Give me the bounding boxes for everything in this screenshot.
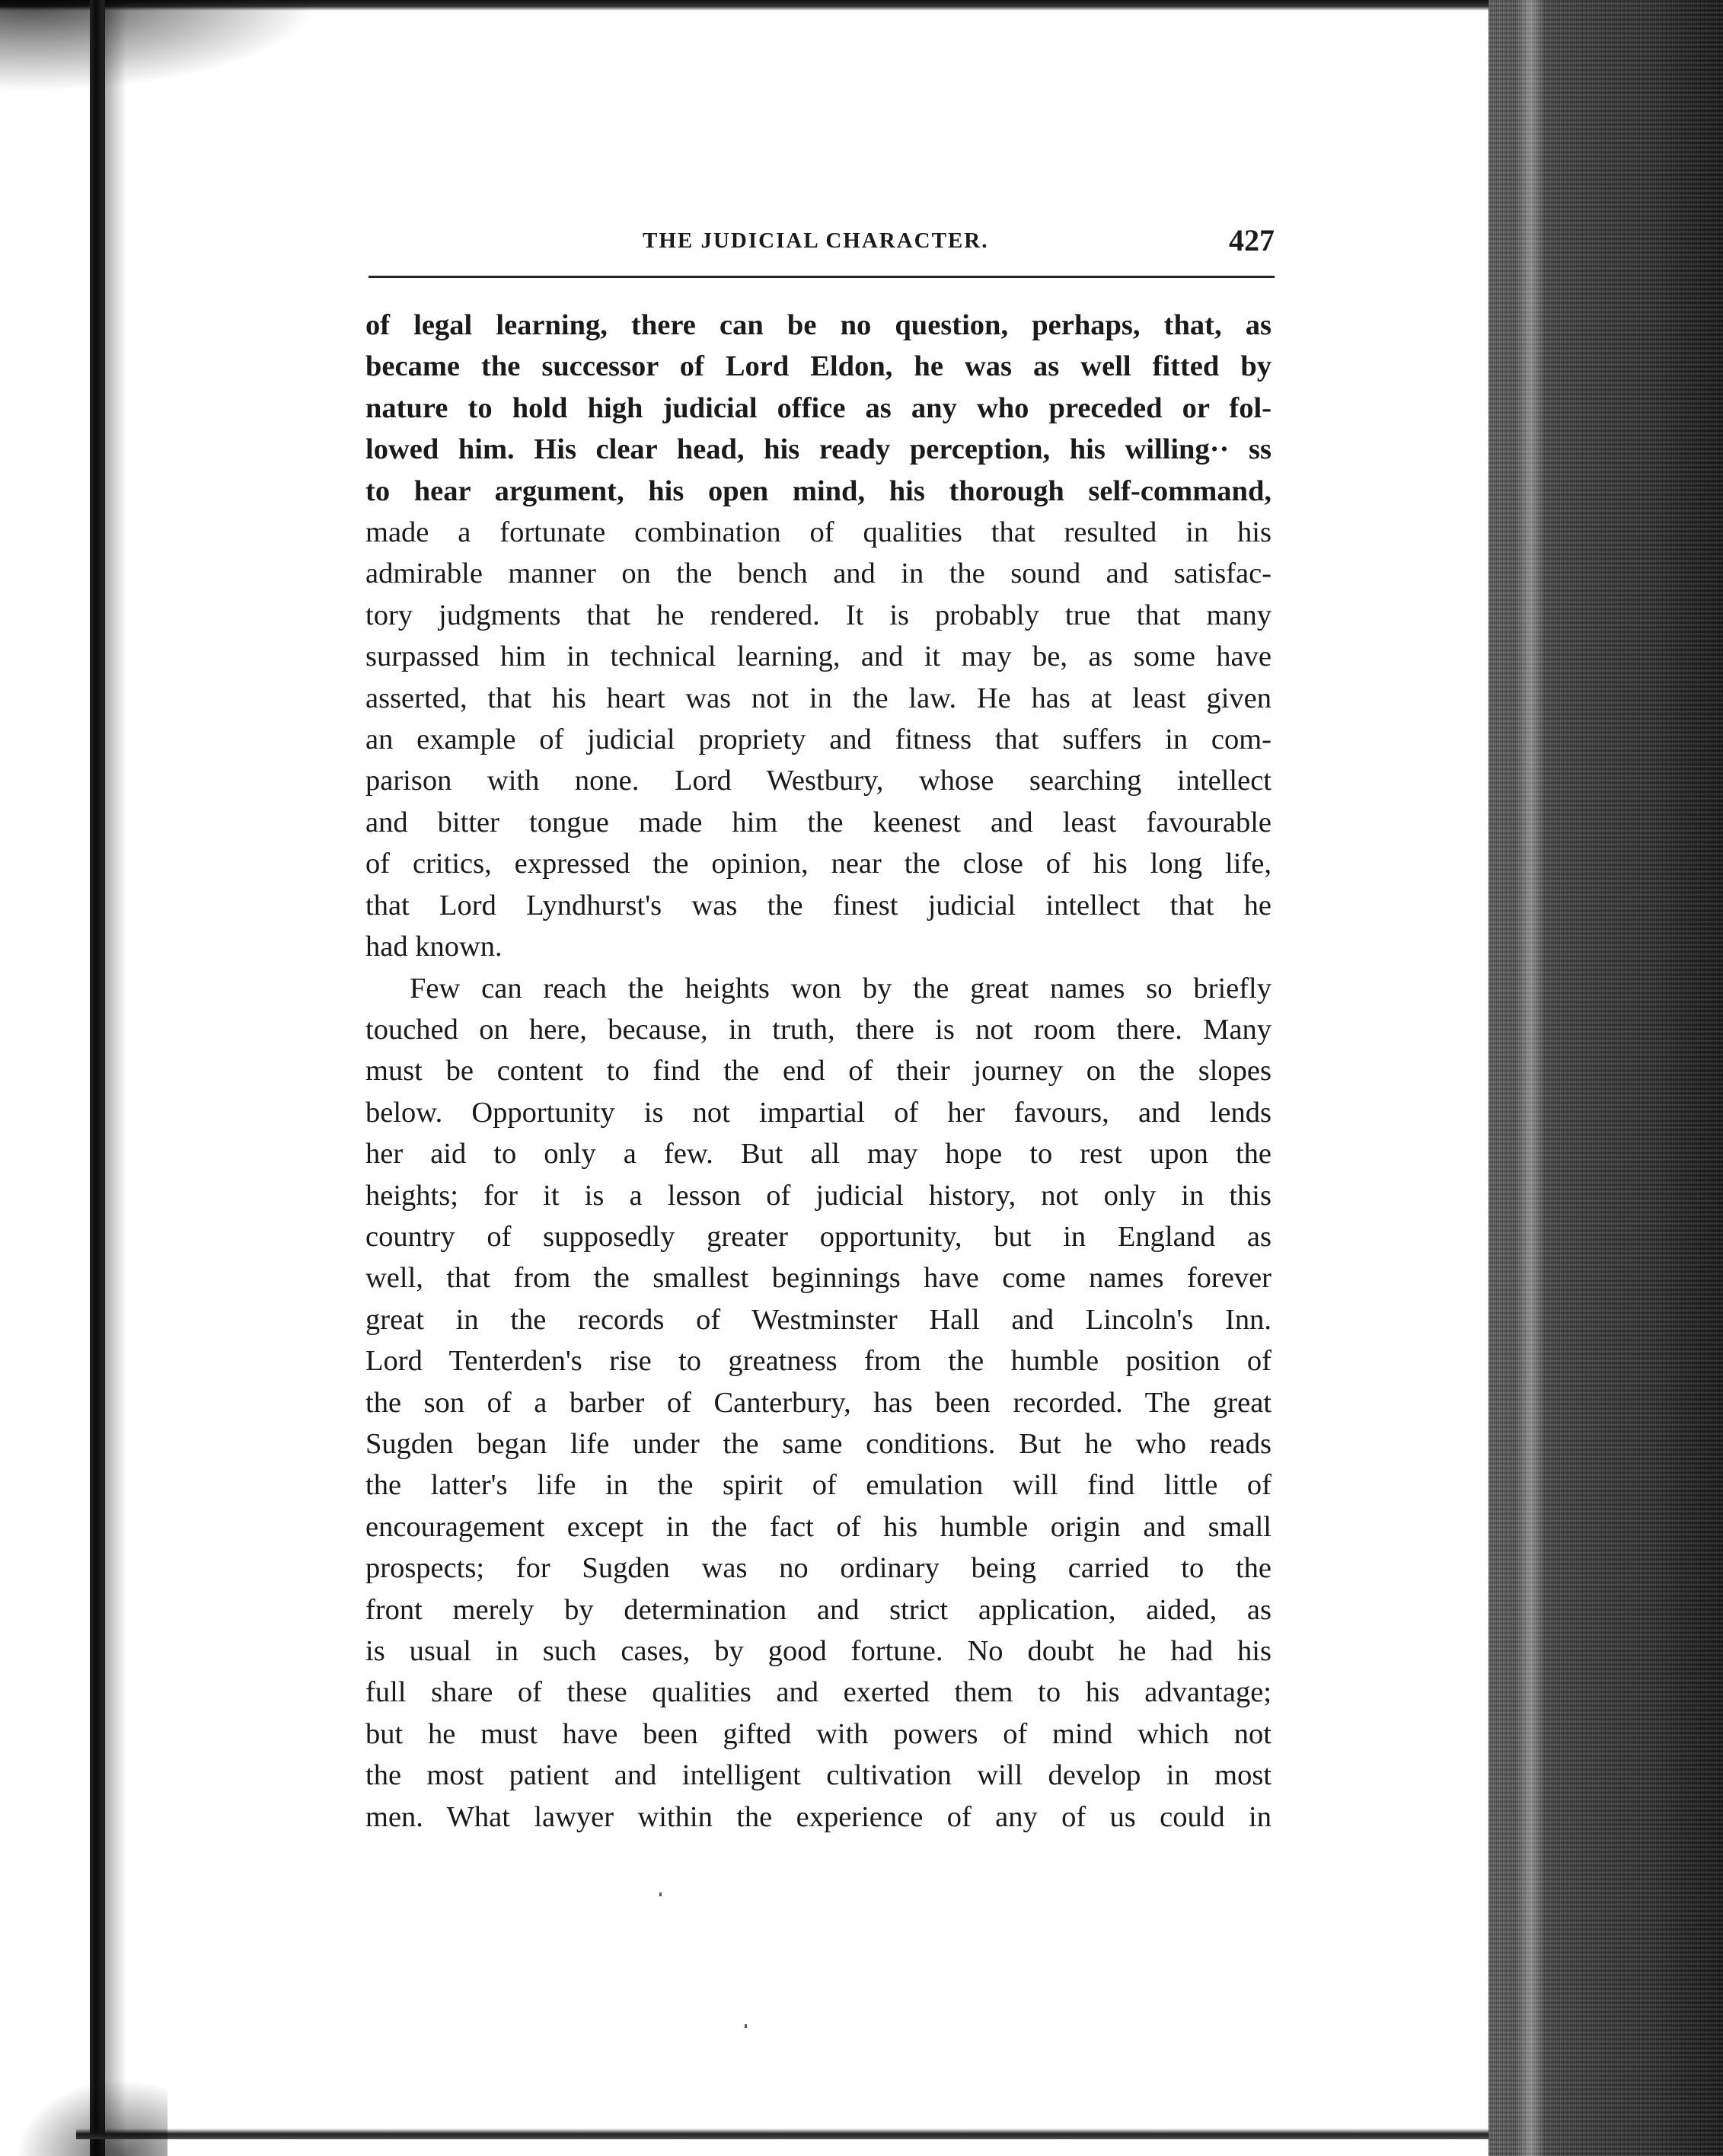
text-line: Few can reach the heights won by the great names so briefly xyxy=(410,972,1272,1005)
text-line: Lord Tenterden's rise to greatness from the humble position of xyxy=(365,1345,1272,1378)
text-line: prospects; for Sugden was no ordinary being carried to the xyxy=(365,1552,1272,1585)
book-gutter-shadow xyxy=(90,0,105,2156)
page-number: 427 xyxy=(1229,223,1275,257)
text-line: country of supposedly greater opportunity, but in England as xyxy=(365,1220,1272,1253)
scan-top-left-smudge xyxy=(0,0,320,91)
text-line: men. What lawyer within the experience of any of us could in xyxy=(365,1800,1272,1833)
body-text xyxy=(365,305,1272,1838)
text-line: her aid to only a few. But all may hope to rest upon the xyxy=(365,1138,1272,1171)
text-line: full share of these qualities and exerted them to his advantage; xyxy=(365,1676,1272,1709)
text-line: well, that from the smallest beginnings have come names forever xyxy=(365,1262,1272,1295)
text-line: had known. xyxy=(365,931,503,963)
scan-bottom-left-smudge xyxy=(15,2079,168,2156)
text-line: encouragement except in the fact of his humble origin and small xyxy=(365,1510,1272,1543)
text-line: heights; for it is a lesson of judicial history, not only in this xyxy=(365,1179,1272,1212)
text-line: surpassed him in technical learning, and it may be, as some have xyxy=(365,640,1272,673)
text-line: that Lord Lyndhurst's was the finest judicial intellect that he xyxy=(365,889,1272,921)
text-line: touched on here, because, in truth, there is not room there. Many xyxy=(365,1013,1272,1046)
text-line: but he must have been gifted with powers of mind which not xyxy=(365,1717,1272,1750)
text-line: and bitter tongue made him the keenest and least favourable xyxy=(365,806,1272,838)
scan-speck xyxy=(745,2024,747,2028)
running-head xyxy=(369,222,1275,268)
text-line: below. Opportunity is not impartial of her favours, and lends xyxy=(365,1096,1272,1129)
text-line: an example of judicial propriety and fitness that suffers in com- xyxy=(365,723,1272,756)
text-line: the son of a barber of Canterbury, has been recorded. The great xyxy=(365,1386,1272,1419)
text-line: made a fortunate combination of qualities that resulted in his xyxy=(365,516,1272,549)
text-line: lowed him. His clear head, his ready perception, his willing·· ss xyxy=(365,433,1272,466)
text-line: the most patient and intelligent cultivation will develop in most xyxy=(365,1759,1272,1792)
paragraph-2 xyxy=(365,968,1272,1838)
scan-bottom-edge xyxy=(76,2129,1523,2139)
page-edge-highlight xyxy=(1515,0,1546,2156)
text-line: Sugden began life under the same conditions. But he who reads xyxy=(365,1427,1272,1460)
text-line: admirable manner on the bench and in the sound and satisfac- xyxy=(365,557,1272,590)
text-line: became the successor of Lord Eldon, he was as well fitted by xyxy=(365,350,1272,383)
text-line: nature to hold high judicial office as any who preceded or fol- xyxy=(365,391,1272,424)
text-line: asserted, that his heart was not in the law. He has at least given xyxy=(365,682,1272,714)
text-line: is usual in such cases, by good fortune. No doubt he had his xyxy=(365,1635,1272,1667)
paragraph-1 xyxy=(365,305,1272,968)
text-line: to hear argument, his open mind, his thorough self-command, xyxy=(365,474,1272,507)
text-line: parison with none. Lord Westbury, whose searching intellect xyxy=(365,765,1272,797)
text-line: of critics, expressed the opinion, near the close of his long life, xyxy=(365,848,1272,880)
text-line: the latter's life in the spirit of emulation will find little of xyxy=(365,1469,1272,1502)
book-gutter-fade xyxy=(104,0,126,2156)
text-line: of legal learning, there can be no question, perhaps, that, as xyxy=(365,309,1272,341)
header-rule xyxy=(369,276,1275,278)
text-line: great in the records of Westminster Hall and Lincoln's Inn. xyxy=(365,1303,1272,1336)
running-title: THE JUDICIAL CHARACTER. xyxy=(643,228,989,253)
text-line: tory judgments that he rendered. It is probably true that many xyxy=(365,599,1272,631)
text-line: front merely by determination and strict application, aided, as xyxy=(365,1593,1272,1626)
text-line: must be content to find the end of their journey on the slopes xyxy=(365,1055,1272,1088)
scan-speck xyxy=(659,1892,662,1896)
